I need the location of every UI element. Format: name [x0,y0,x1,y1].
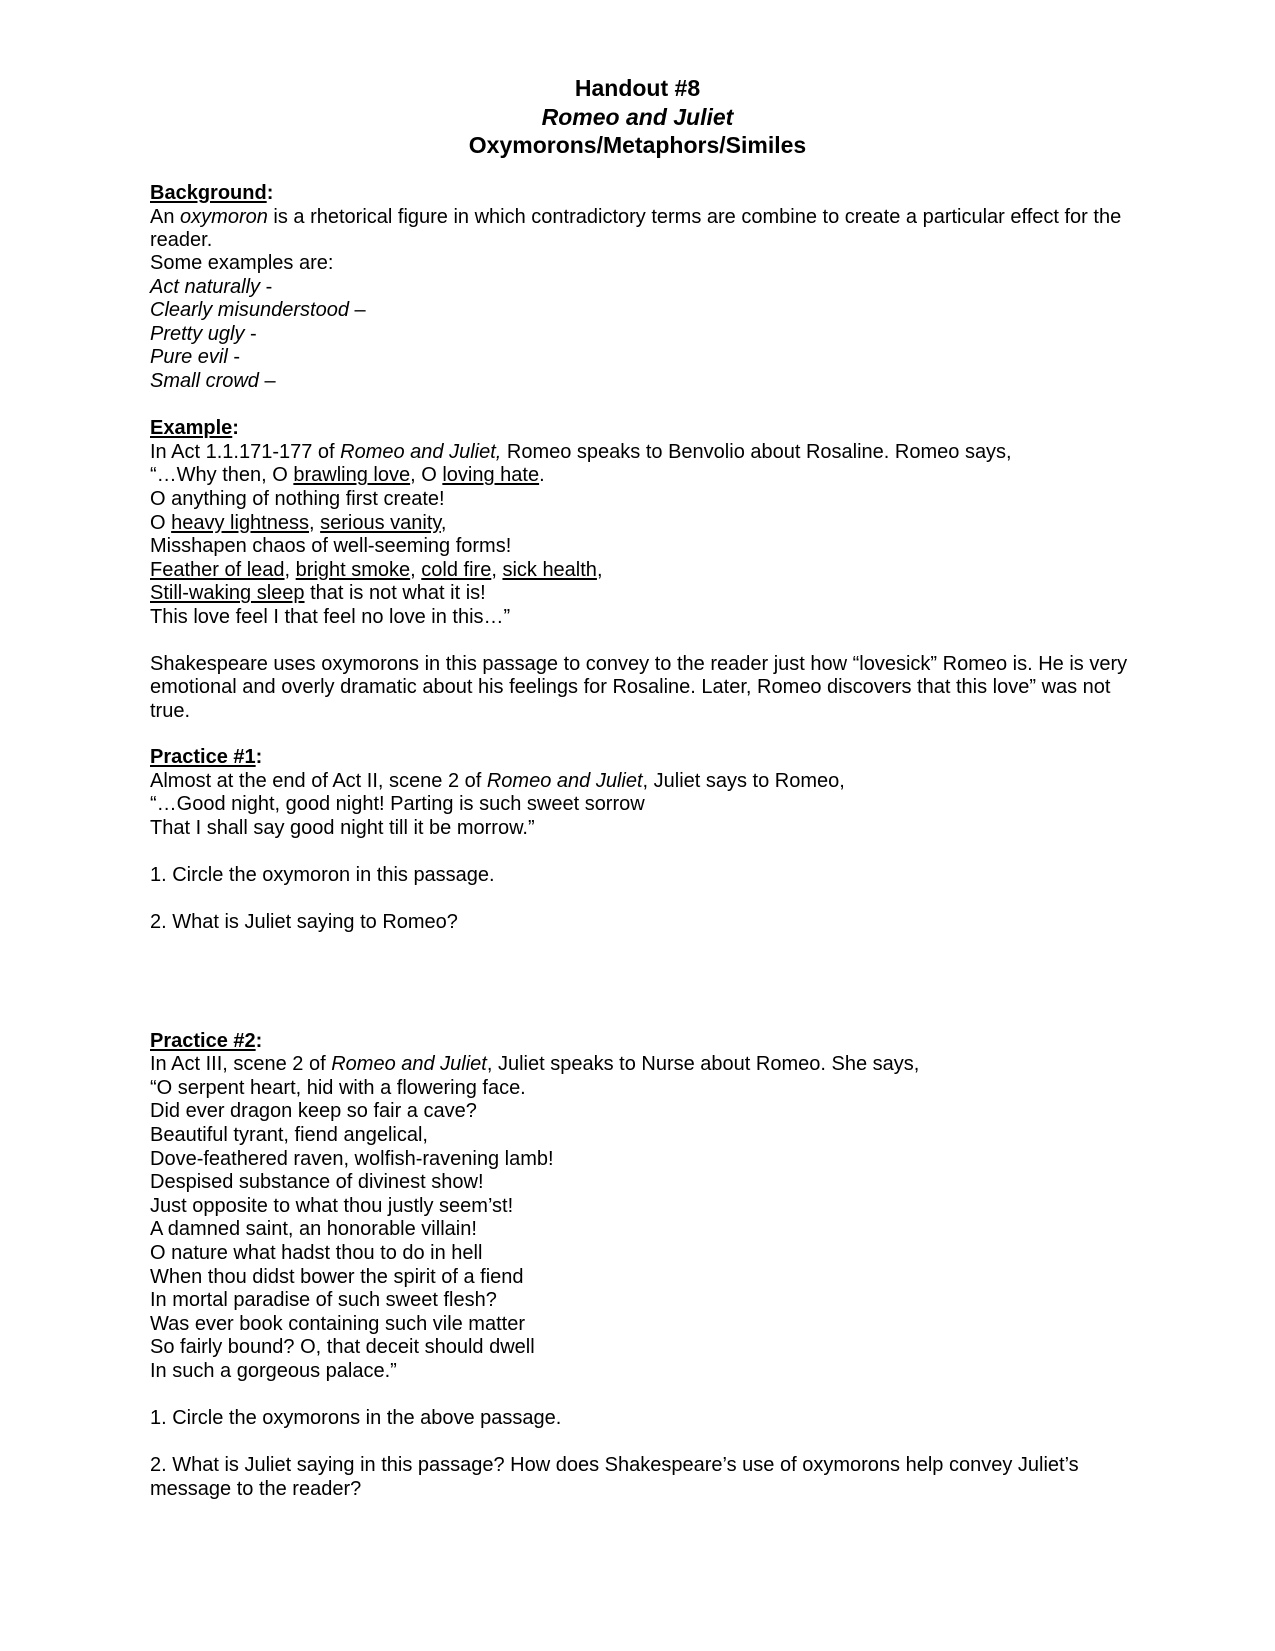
quote-line: Just opposite to what thou justly seem’st! [150,1194,514,1217]
practice2-heading: Practice #2: [150,1029,263,1052]
example-heading: Example: [150,417,239,440]
quote-line: “…Good night, good night! Parting is such sweet sorrow [150,793,645,816]
example-item: Act naturally - [150,275,273,298]
practice2-task: 2. What is Juliet saying in this passage? How does Shakespeare’s use of oxymorons help convey Juliet’s message to the reader? [150,1454,1079,1500]
quote-line: “…Why then, O brawling love, O loving hate. [150,464,545,487]
practice1-heading: Practice #1: [150,746,263,769]
practice2-task: 1. Circle the oxymorons in the above passage. [150,1407,562,1430]
practice1-task: 2. What is Juliet saying to Romeo? [150,911,458,934]
quote-line: Feather of lead, bright smoke, cold fire, sick health, [150,558,603,581]
quote-line: In such a gorgeous palace.” [150,1359,397,1382]
example-item: Pretty ugly - [150,322,257,345]
example-item: Pure evil - [150,346,241,369]
quote-line: This love feel I that feel no love in this…” [150,605,511,628]
document-body [150,182,1140,1501]
handout-topic: Oxymorons/Metaphors/Similes [468,132,807,158]
examples-intro: Some examples are: [150,252,334,274]
quote-line: That I shall say good night till it be morrow.” [150,817,535,840]
example-explanation: Shakespeare uses oxymorons in this passage to convey to the reader just how “lovesick” Romeo is. He is very emotional and overly dramatic about his feelings for Rosaline. Later, Romeo discovers that this love” was not true. [150,653,1128,722]
practice1-intro: Almost at the end of Act II, scene 2 of Romeo and Juliet, Juliet says to Romeo, [150,769,845,792]
quote-line: Misshapen chaos of well-seeming forms! [150,535,512,558]
quote-line: Was ever book containing such vile matter [150,1312,525,1335]
quote-line: Did ever dragon keep so fair a cave? [150,1100,477,1123]
quote-line: O heavy lightness, serious vanity, [150,511,447,534]
quote-line: Dove-feathered raven, wolfish-ravening lamb! [150,1147,554,1170]
document-header [0,74,1275,160]
play-title: Romeo and Juliet [541,103,734,130]
oxymoron-definition: An oxymoron is a rhetorical figure in which contradictory terms are combine to create a particular effect for the reader. [150,205,1122,251]
quote-line: In mortal paradise of such sweet flesh? [150,1289,497,1312]
example-item: Clearly misunderstood – [150,299,366,322]
background-heading: Background: [150,182,274,204]
quote-line: So fairly bound? O, that deceit should dwell [150,1336,535,1359]
quote-line: “O serpent heart, hid with a flowering face. [150,1076,526,1099]
quote-line: O anything of nothing first create! [150,487,445,510]
quote-line: When thou didst bower the spirit of a fiend [150,1265,524,1288]
example-item: Small crowd – [150,369,276,392]
practice2-intro: In Act III, scene 2 of Romeo and Juliet, Juliet speaks to Nurse about Romeo. She says, [150,1053,920,1076]
quote-line: O nature what hadst thou to do in hell [150,1241,483,1264]
quote-line: Beautiful tyrant, fiend angelical, [150,1124,428,1147]
quote-line: Still-waking sleep that is not what it is! [150,582,486,605]
quote-line: A damned saint, an honorable villain! [150,1218,477,1241]
example-intro: In Act 1.1.171-177 of Romeo and Juliet, Romeo speaks to Benvolio about Rosaline. Romeo says, [150,440,1012,463]
practice1-task: 1. Circle the oxymoron in this passage. [150,864,495,887]
handout-number: Handout #8 [574,75,701,101]
quote-line: Despised substance of divinest show! [150,1171,484,1194]
